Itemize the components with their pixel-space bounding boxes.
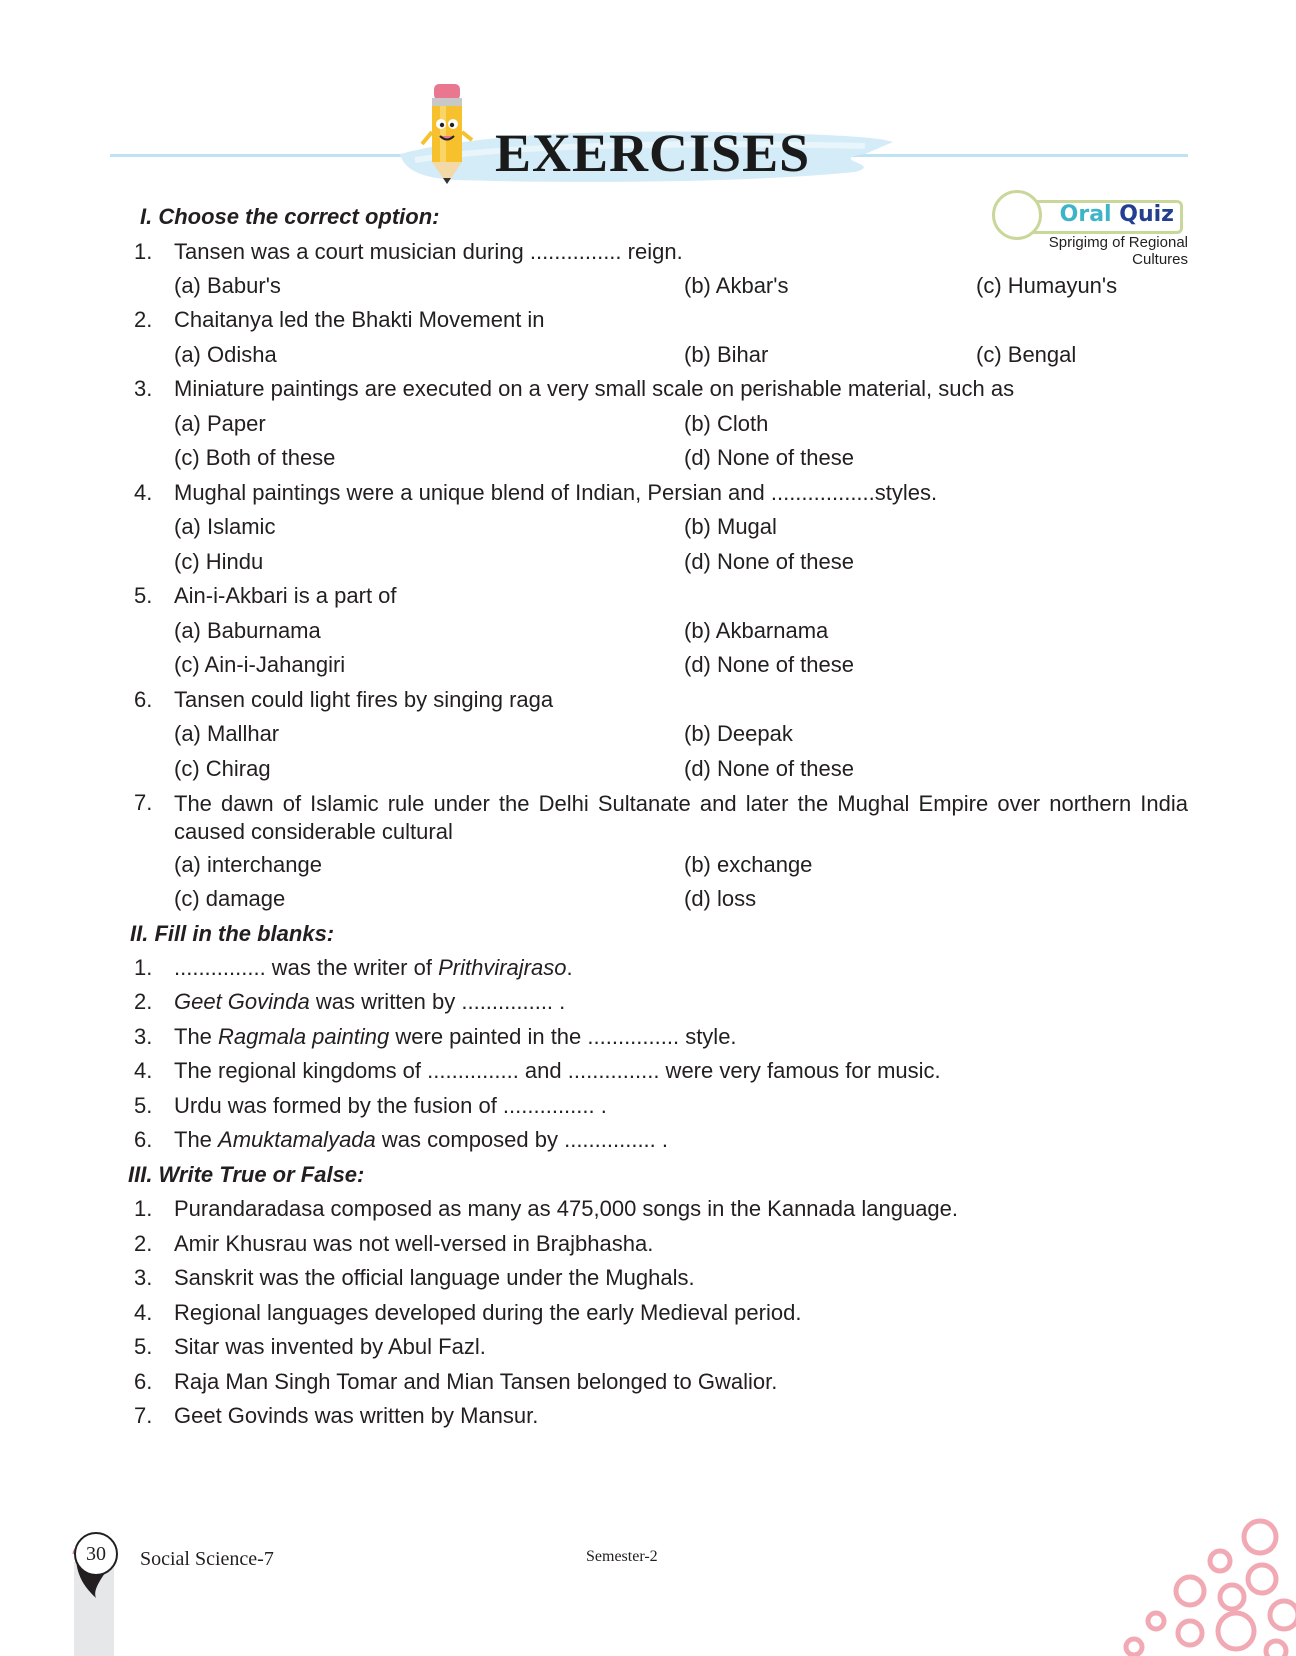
- oral-quiz-subtitle-line1: Sprigimg of Regional: [1048, 234, 1188, 251]
- option: (c) Chirag: [174, 756, 271, 781]
- semester-label: Semester-2: [586, 1548, 658, 1565]
- option: (a) Babur's: [174, 273, 281, 298]
- item-number: 1.: [134, 955, 153, 980]
- question-text: The dawn of Islamic rule under the Delhi Sultanate and later the Mughal Empire over northern India caused considerable cultural: [174, 791, 1188, 844]
- fill-blank-item: ............... was the writer of Prithvirajraso.: [174, 955, 573, 980]
- item-number: 1.: [134, 1196, 153, 1221]
- true-false-item: Sitar was invented by Abul Fazl.: [174, 1334, 486, 1359]
- oral-quiz-ring: [992, 190, 1042, 240]
- true-false-item: Amir Khusrau was not well-versed in Brajbhasha.: [174, 1231, 654, 1256]
- item-number: 7.: [134, 1403, 153, 1428]
- question-text: Tansen was a court musician during ............... reign.: [174, 239, 683, 264]
- quiz-word: Quiz: [1119, 202, 1174, 227]
- item-number: 2.: [134, 989, 153, 1014]
- item-number: 2.: [134, 1231, 153, 1256]
- section-heading-true-false: III. Write True or False:: [128, 1162, 365, 1187]
- option: (d) None of these: [684, 652, 854, 677]
- page-number-badge: [70, 1530, 120, 1600]
- true-false-item: Sanskrit was the official language under the Mughals.: [174, 1265, 695, 1290]
- option: (a) Baburnama: [174, 618, 321, 643]
- item-number: 4.: [134, 1300, 153, 1325]
- pencil-mascot-icon: [420, 82, 476, 188]
- question-number: 1.: [134, 239, 153, 264]
- fill-blank-item: Urdu was formed by the fusion of ............... .: [174, 1093, 607, 1118]
- oral-word: Oral: [1059, 202, 1112, 227]
- item-number: 3.: [134, 1024, 153, 1049]
- oral-quiz-subtitle: [1049, 234, 1188, 268]
- true-false-item: Raja Man Singh Tomar and Mian Tansen belonged to Gwalior.: [174, 1369, 778, 1394]
- item-number: 4.: [134, 1058, 153, 1083]
- section-heading-mcq: I. Choose the correct option:: [140, 204, 440, 229]
- true-false-item: Purandaradasa composed as many as 475,000 songs in the Kannada language.: [174, 1196, 959, 1221]
- true-false-item: Geet Govinds was written by Mansur.: [174, 1403, 539, 1428]
- option: (a) Mallhar: [174, 721, 280, 746]
- question-text: Miniature paintings are executed on a very small scale on perishable material, such as: [174, 376, 1015, 401]
- option: (d) None of these: [684, 756, 854, 781]
- true-false-item: Regional languages developed during the early Medieval period.: [174, 1300, 802, 1325]
- option: (a) Islamic: [174, 514, 276, 539]
- question-text: Mughal paintings were a unique blend of Indian, Persian and .................styles.: [174, 480, 938, 505]
- option: (a) Paper: [174, 411, 266, 436]
- option: (b) Bihar: [684, 342, 769, 367]
- fill-blank-item: The Amuktamalyada was composed by ............... .: [174, 1127, 669, 1152]
- option: (d) loss: [684, 886, 757, 911]
- option: (b) Deepak: [684, 721, 793, 746]
- fill-blank-item: The Ragmala painting were painted in the ............... style.: [174, 1024, 737, 1049]
- page-title: EXERCISES: [495, 123, 811, 183]
- question-number: 6.: [134, 687, 153, 712]
- item-number: 6.: [134, 1369, 153, 1394]
- question-number: 4.: [134, 480, 153, 505]
- option: (c) Bengal: [976, 342, 1077, 367]
- fill-blank-item: Geet Govinda was written by ............... .: [174, 989, 566, 1014]
- oral-quiz-badge: [992, 190, 1188, 270]
- section-heading-fill-blanks: II. Fill in the blanks:: [130, 921, 335, 946]
- option: (b) Mugal: [684, 514, 777, 539]
- fill-blank-item: The regional kingdoms of ............... and ............... were very famous for music.: [174, 1058, 941, 1083]
- option: (b) Akbar's: [684, 273, 789, 298]
- book-title: Social Science-7: [140, 1548, 274, 1570]
- question-text: Chaitanya led the Bhakti Movement in: [174, 307, 545, 332]
- item-number: 5.: [134, 1093, 153, 1118]
- option: (b) Akbarnama: [684, 618, 829, 643]
- page-number: 30: [74, 1532, 118, 1576]
- item-number: 6.: [134, 1127, 153, 1152]
- item-number: 5.: [134, 1334, 153, 1359]
- question-number: 2.: [134, 307, 153, 332]
- question-text: Ain-i-Akbari is a part of: [174, 583, 397, 608]
- option: (d) None of these: [684, 549, 854, 574]
- question-number: 3.: [134, 376, 153, 401]
- option: (c) damage: [174, 886, 286, 911]
- option: (c) Hindu: [174, 549, 264, 574]
- question-number: 7.: [134, 790, 153, 815]
- decorative-bubbles-icon: [1120, 1515, 1296, 1656]
- oral-quiz-subtitle-line2: Cultures: [1132, 251, 1188, 268]
- option: (a) Odisha: [174, 342, 277, 367]
- option: (d) None of these: [684, 445, 854, 470]
- question-text: Tansen could light fires by singing raga: [174, 687, 554, 712]
- oral-quiz-label: [1060, 202, 1174, 227]
- option: (b) exchange: [684, 852, 813, 877]
- item-number: 3.: [134, 1265, 153, 1290]
- option: (a) interchange: [174, 852, 322, 877]
- option: (c) Ain-i-Jahangiri: [174, 652, 346, 677]
- option: (c) Humayun's: [976, 273, 1118, 298]
- option: (b) Cloth: [684, 411, 769, 436]
- option: (c) Both of these: [174, 445, 336, 470]
- question-number: 5.: [134, 583, 153, 608]
